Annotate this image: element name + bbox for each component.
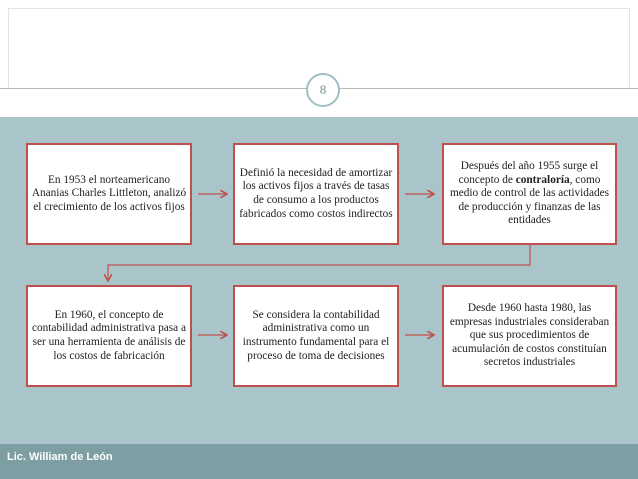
page-number-badge: 8	[306, 73, 340, 107]
step-text: En 1953 el norteamericano Ananias Charles Littleton, analizó el crecimiento de los activos fijos	[31, 173, 187, 213]
step-box-1960	[26, 285, 192, 387]
step-box-decisions	[233, 285, 399, 387]
footer-author: Lic. William de León	[7, 451, 113, 463]
step-text: Definió la necesidad de amortizar los activos fijos a través de tasas de consumo a los productos fabricados como costos indirectos	[239, 166, 393, 220]
arrow-3-to-4	[108, 245, 530, 280]
step-box-1953	[26, 143, 192, 245]
step-box-1955	[442, 143, 617, 245]
highlighted-term: contraloría	[515, 173, 570, 186]
step-box-amortization	[233, 143, 399, 245]
step-text: Se considera la contabilidad administrativa como un instrumento fundamental para el proceso de toma de decisiones	[242, 308, 390, 362]
step-text: En 1960, el concepto de contabilidad administrativa pasa a ser una herramienta de análisis de los costos de fabricación	[31, 308, 187, 362]
step-text: Desde 1960 hasta 1980, las empresas industriales consideraban que sus procedimientos de acumulación de costos constituían secretos industriales	[449, 302, 610, 369]
step-box-1960-1980	[442, 285, 617, 387]
step-text: Después del año 1955 surge el concepto de contraloría, como medio de control de las actividades de producción y finanzas de las entidades	[449, 160, 610, 227]
